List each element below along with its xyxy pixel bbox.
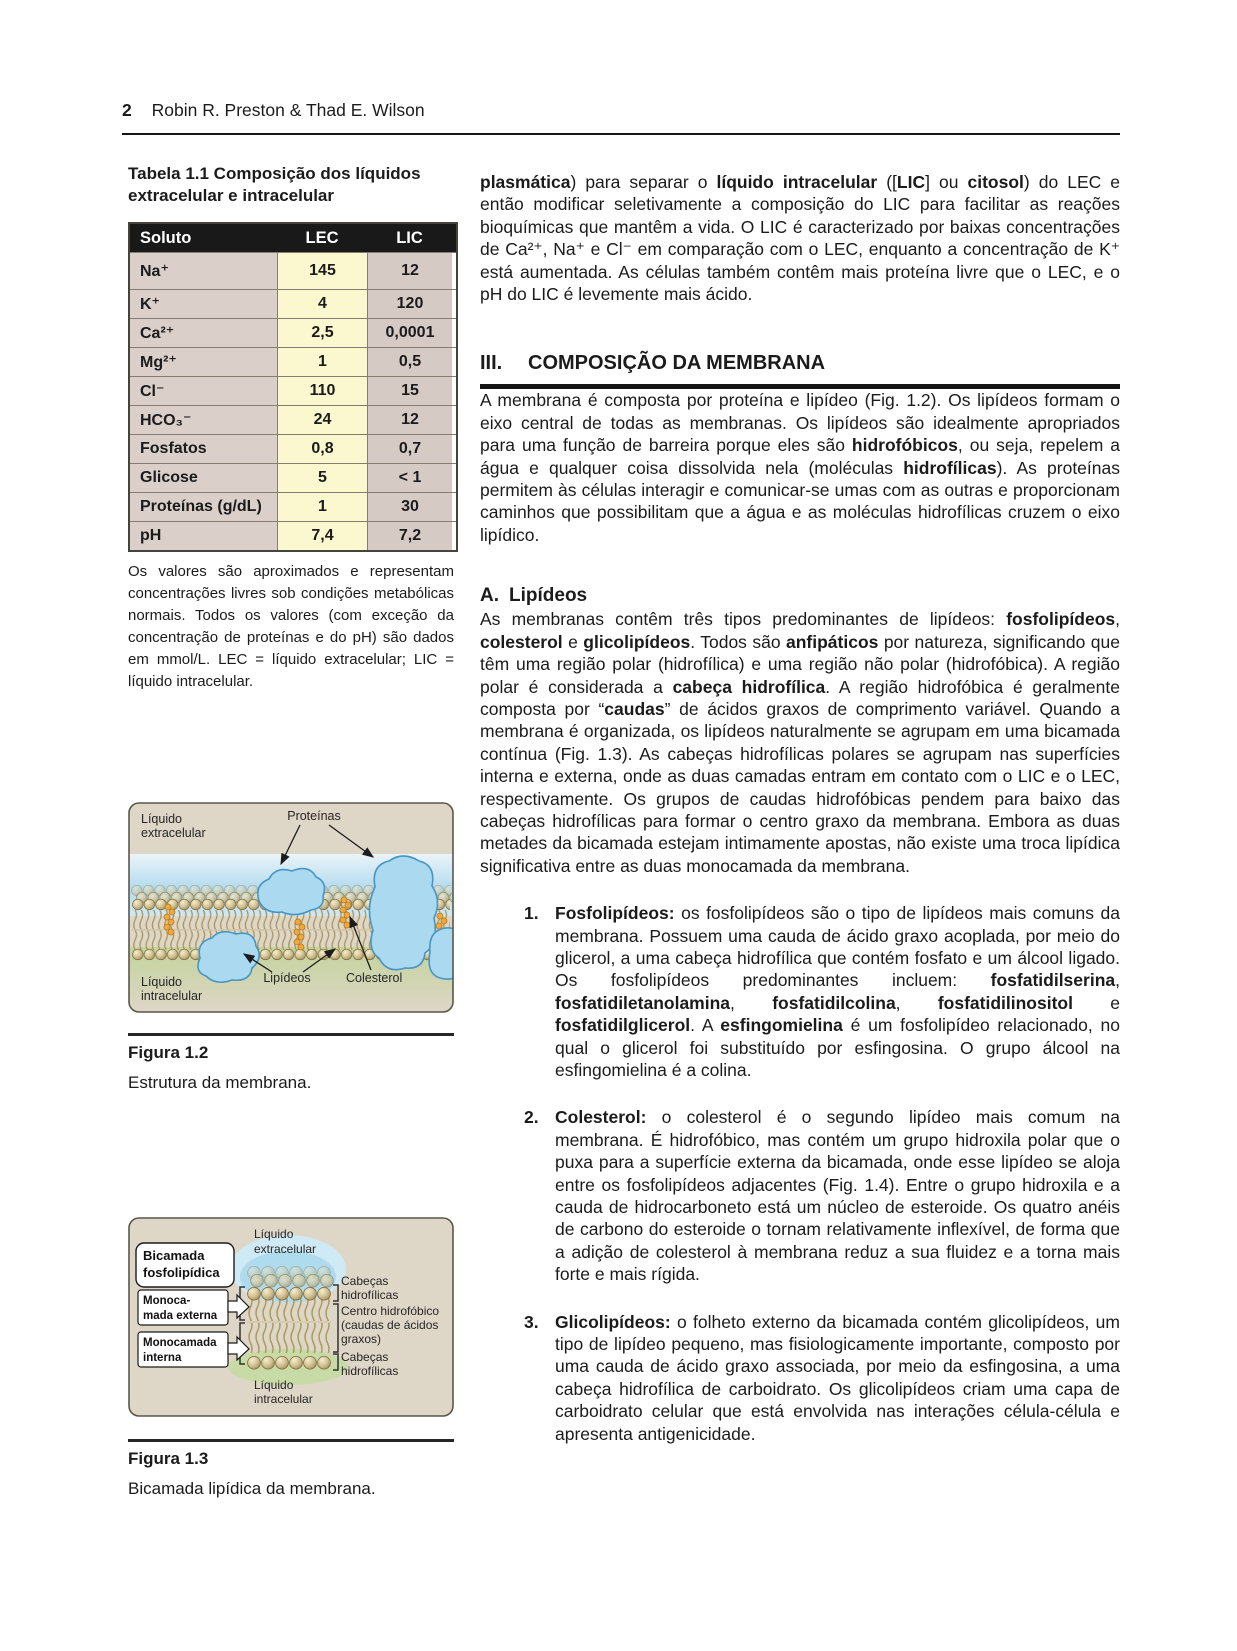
column-header-lec: LEC — [305, 228, 339, 247]
cell-lec: 1 — [277, 493, 367, 521]
label-liquido-extracelular: Líquido — [254, 1227, 294, 1241]
cell-lic: 12 — [367, 253, 452, 289]
section-title: COMPOSIÇÃO DA MEMBRANA — [528, 352, 826, 375]
table-row — [130, 318, 456, 347]
label-liquido-intracelular: Líquido — [141, 975, 183, 989]
article-column — [480, 171, 1120, 1445]
cell-lic: 15 — [367, 377, 452, 405]
svg-text:extracelular: extracelular — [254, 1242, 317, 1256]
svg-text:interna: interna — [143, 1352, 182, 1364]
list-item-number: 2. — [524, 1107, 539, 1128]
figure-1-3-caption-block — [128, 1439, 454, 1499]
svg-text:fosfolipídica: fosfolipídica — [143, 1265, 220, 1280]
lipid-bilayer-illustration — [128, 1217, 454, 1417]
figure-1-3-caption: Bicamada lipídica da membrana. — [128, 1479, 376, 1498]
label-proteinas: Proteínas — [287, 809, 341, 823]
cell-soluto: Fosfatos — [130, 435, 277, 463]
table-row — [130, 434, 456, 463]
cell-lic: < 1 — [367, 464, 452, 492]
cell-lic: 0,0001 — [367, 319, 452, 347]
cell-lec: 4 — [277, 290, 367, 318]
label-cabecas-hidrofilicas-bottom: Cabeças — [341, 1350, 389, 1364]
table-header-row — [130, 224, 456, 252]
table-row — [130, 463, 456, 492]
cell-lic: 120 — [367, 290, 452, 318]
column-header-soluto: Soluto — [140, 228, 192, 247]
cell-lic: 12 — [367, 406, 452, 434]
label-monocamada-externa: Monoca- — [143, 1295, 191, 1307]
figure-1-3-title: Figura 1.3 — [128, 1449, 209, 1468]
svg-text:mada externa: mada externa — [143, 1310, 218, 1322]
cell-lec: 5 — [277, 464, 367, 492]
figure-1-2-caption: Estrutura da membrana. — [128, 1073, 312, 1092]
figure-1-2-caption-block — [128, 1033, 454, 1093]
svg-text:extracelular: extracelular — [141, 826, 206, 840]
cell-soluto: Cl⁻ — [130, 377, 277, 405]
figure-1-2 — [128, 802, 454, 1018]
cell-soluto: Ca²⁺ — [130, 319, 277, 347]
list-item-text: Glicolipídeos: o folheto externo da bicamada contém glicolipídeos, um tipo de lipídeo pequeno, mas fisiologicamente importante, composto por uma cauda de ácido graxo associada, por meio da esfingosina, a uma cabeça hidrofílica de carboidrato. Os glicolipídeos criam uma capa de carboidrato celular que está envolvida nas interações célula-célula e apresenta antigenicidade. — [555, 1311, 1120, 1444]
membrane-structure-illustration — [128, 802, 454, 1013]
cell-lic: 0,5 — [367, 348, 452, 376]
table-row — [130, 521, 456, 550]
list-item-number: 3. — [524, 1311, 539, 1332]
subsection-letter: A. — [480, 585, 499, 607]
label-bicamada-fosfolipidica: Bicamada — [143, 1248, 205, 1263]
label-monocamada-interna: Monocamada — [143, 1337, 217, 1349]
list-item-text: Fosfolipídeos: os fosfolipídeos são o tipo de lipídeos mais comuns da membrana. Possuem uma cauda de ácido graxo acoplada, por meio do glicerol, a uma cabeça hidrofílica que contém fosfato e um álcool ligado. Os fosfolipídeos predominantes incluem: fosfatidilserina, fosfatidiletanolamina, fosfatidilcolina, fosfatidilinositol e fosfatidilglicerol. A esfingomielina é um fosfolipídeo relacionado, no qual o glicerol foi substituído por esfingosina. O grupo álcool na esfingomielina é a colina. — [555, 903, 1121, 1080]
table-block — [128, 163, 454, 708]
cell-lic: 0,7 — [367, 435, 452, 463]
label-liquido-extracelular: Líquido — [141, 812, 183, 826]
section-paragraph: A membrana é composta por proteína e lipídeo (Fig. 1.2). Os lipídeos formam o eixo central de todas as membranas. Os lipídeos são idealmente apropriados para uma função de barreira porque eles são hidrofóbicos, ou seja, repelem a água e qualquer coisa dissolvida nela (moléculas hidrofílicas). As proteínas permitem às células interagir e comunicar-se umas com as outras e proporcionam caminhos que possibilitam que a água e as moléculas hidrofílicas cruzem o eixo lipídico. — [480, 390, 1120, 545]
cell-lec: 145 — [277, 253, 367, 289]
section-heading — [480, 351, 1120, 389]
svg-text:graxos): graxos) — [341, 1332, 382, 1346]
cell-soluto: Na⁺ — [130, 253, 277, 289]
cell-lic: 30 — [367, 493, 452, 521]
svg-text:hidrofílicas: hidrofílicas — [341, 1364, 399, 1378]
cell-lec: 7,4 — [277, 522, 367, 550]
cell-lec: 24 — [277, 406, 367, 434]
table-row — [130, 405, 456, 434]
svg-text:hidrofílicas: hidrofílicas — [341, 1288, 399, 1302]
cell-lec: 2,5 — [277, 319, 367, 347]
figure-1-2-title: Figura 1.2 — [128, 1043, 209, 1062]
running-head — [122, 100, 1120, 135]
svg-text:(caudas de ácidos: (caudas de ácidos — [341, 1318, 439, 1332]
cell-soluto: HCO₃⁻ — [130, 406, 277, 434]
label-liquido-intracelular: Líquido — [254, 1378, 294, 1392]
cell-lec: 0,8 — [277, 435, 367, 463]
svg-text:intracelular: intracelular — [254, 1392, 313, 1406]
subsection-paragraph: As membranas contêm três tipos predominantes de lipídeos: fosfolipídeos, colesterol e glicolipídeos. Todos são anfipáticos por natureza, significando que têm uma região polar (hidrofílica) e uma região não polar (hidrofóbica). A região polar é considerada a cabeça hidrofílica. A região hidrofóbica é geralmente composta por “caudas” de ácidos graxos de comprimento variável. Quando a membrana é organizada, os lipídeos naturalmente se agrupam em uma bicamada contínua (Fig. 1.3). As cabeças hidrofílicas polares se agrupam nas superfícies interna e externa, onde as duas camadas entram em contato com o LIC e o LEC, respectivamente. Os grupos de caudas hidrofóbicas pendem para baixo das cabeças hidrofílicas para formar o centro graxo da membrana. Embora as duas metades da bicamada estejam intimamente apostas, não existe uma troca lipídica significativa entre as duas monocamada da membrana. — [480, 609, 1120, 876]
label-lipideos: Lipídeos — [263, 971, 311, 985]
figure-1-3 — [128, 1217, 454, 1422]
list-item — [524, 902, 1120, 1081]
list-item-number: 1. — [524, 903, 539, 924]
cell-lec: 1 — [277, 348, 367, 376]
label-centro-hidrofobico: Centro hidrofóbico — [341, 1304, 440, 1318]
intro-paragraph: plasmática) para separar o líquido intracelular ([LIC] ou citosol) do LEC e então modificar seletivamente a composição do LIC para facilitar as reações bioquímicas que mantêm a vida. O LIC é caracterizado por baixas concentrações de Ca²⁺, Na⁺ e Cl⁻ em comparação com o LEC, enquanto a concentração de K⁺ está aumentada. As células também contêm mais proteína livre que o LEC, e o pH do LIC é levemente mais ácido. — [480, 172, 1121, 305]
table-row — [130, 347, 456, 376]
page-number: 2 — [122, 100, 132, 120]
cell-lic: 7,2 — [367, 522, 452, 550]
table-row — [130, 289, 456, 318]
cell-soluto: pH — [130, 522, 277, 550]
list-item-text: Colesterol: o colesterol é o segundo lipídeo mais comum na membrana. É hidrofóbico, mas contém um grupo hidroxila polar que o puxa para a superfície externa da bicamada, onde esse lipídeo se aloja entre os fosfolipídeos adjacentes (Fig. 1.4). Entre o grupo hidroxila e a cauda de hidrocarboneto está um núcleo de esteroide. Os quatro anéis de carbono do esteroide o tornam relativamente inflexível, de forma que a adição de colesterol à membrana reduz a sua fluidez e a torna mais forte e mais rígida. — [555, 1107, 1120, 1285]
label-colesterol: Colesterol — [346, 971, 403, 985]
table-title: Tabela 1.1 Composição dos líquidos extracelular e intracelular — [128, 164, 421, 205]
label-cabecas-hidrofilicas-top: Cabeças — [341, 1274, 389, 1288]
list-item — [524, 1106, 1120, 1285]
cell-soluto: Glicose — [130, 464, 277, 492]
svg-text:intracelular: intracelular — [141, 989, 203, 1003]
column-header-lic: LIC — [396, 228, 423, 247]
cell-lec: 110 — [277, 377, 367, 405]
table-row — [130, 492, 456, 521]
subsection-title: Lipídeos — [509, 585, 588, 607]
list-item — [524, 1311, 1120, 1445]
section-number: III. — [480, 352, 503, 375]
table-row — [130, 252, 456, 289]
cell-soluto: Mg²⁺ — [130, 348, 277, 376]
table-footnote: Os valores são aproximados e representam concentrações livres sob condições metabólicas normais. Todos os valores (com exceção da concentração de proteínas e do pH) são dados em mmol/L. LEC = líquido extracelular; LIC = líquido intracelular. — [128, 563, 454, 690]
lipid-list — [524, 902, 1120, 1445]
running-title: Robin R. Preston & Thad E. Wilson — [151, 100, 425, 120]
cell-soluto: Proteínas (g/dL) — [130, 493, 277, 521]
cell-soluto: K⁺ — [130, 290, 277, 318]
subsection-heading — [480, 584, 1120, 608]
solute-table — [128, 222, 458, 552]
table-row — [130, 376, 456, 405]
